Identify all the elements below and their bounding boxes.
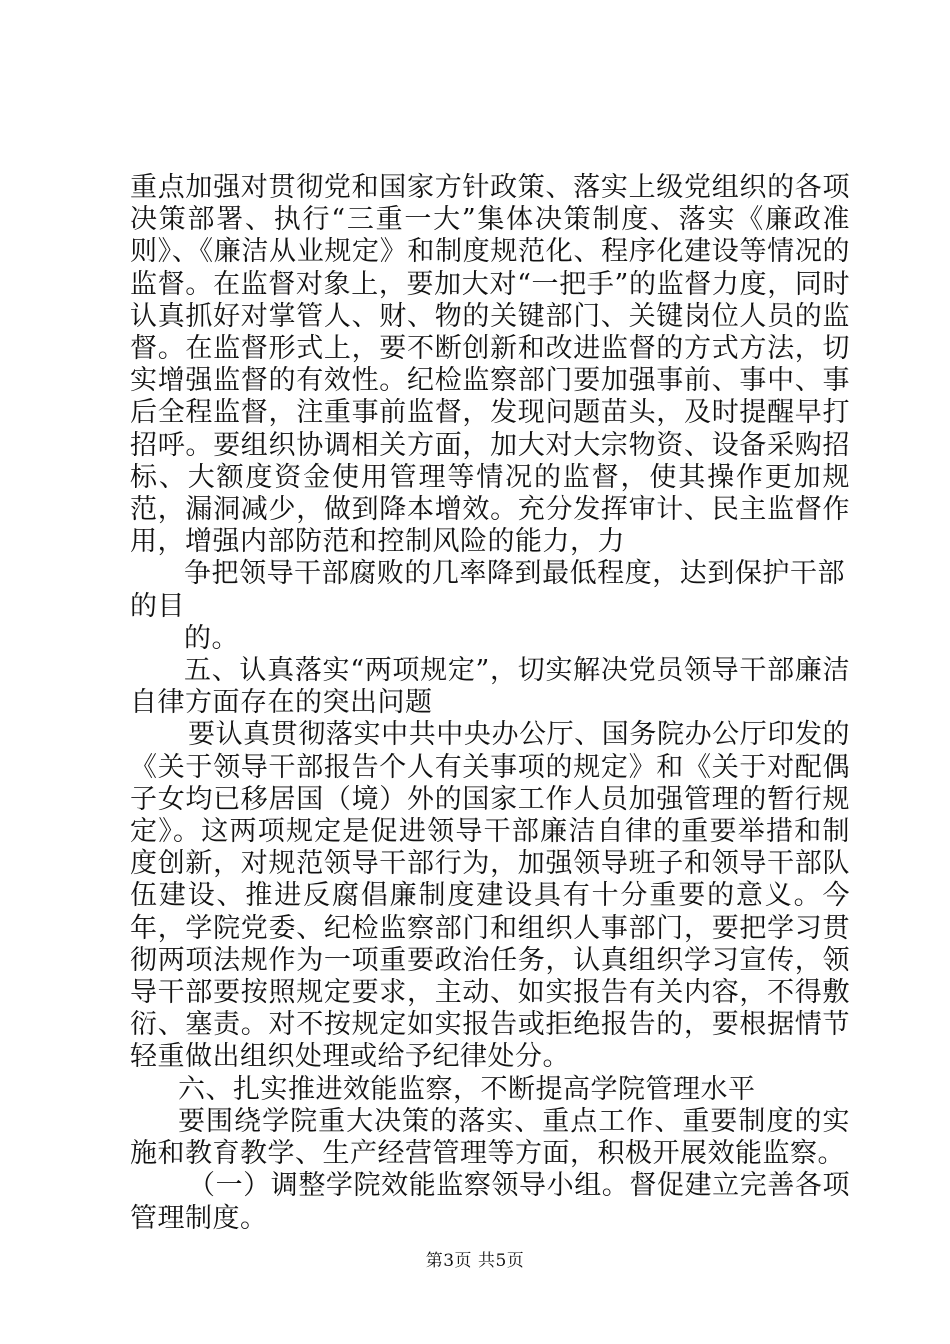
paragraph-two-regulations: 要认真贯彻落实中共中央办公厅、国务院办公厅印发的《关于领导干部报告个人有关事项的规定》和《关于对配偶子女均已移居国（境）外的国家工作人员加强管理的暂行规定》。这两项规定是促进领导干部廉洁自律的重要举措和制度创新，对规范领导干部行为，加强领导班子和领导干部队伍建设、推进反腐倡廉制度建设具有十分重要的意义。今年，学院党委、纪检监察部门和组织人事部门，要把学习贯彻两项法规作为一项重要政治任务，认真组织学习宣传，领导干部要按照规定要求，主动、如实报告有关内容，不得敷衍、塞责。对不按规定如实报告或拒绝报告的，要根据情节轻重做出组织处理或给予纪律处分。 bbox=[130, 719, 850, 1073]
paragraph-efficiency-supervision: 要围绕学院重大决策的落实、重点工作、重要制度的实施和教育教学、生产经营管理等方面，积极开展效能监察。 bbox=[130, 1105, 850, 1170]
paragraph-item-one: （一）调整学院效能监察领导小组。督促建立完善各项管理制度。 bbox=[130, 1170, 850, 1234]
paragraph-continuation-end: 的。 bbox=[184, 622, 239, 654]
document-body bbox=[130, 172, 850, 1235]
section-heading-six: 六、扎实推进效能监察，不断提高学院管理水平 bbox=[178, 1073, 756, 1105]
paragraph-supervision-focus: 重点加强对贯彻党和国家方针政策、落实上级党组织的各项决策部署、执行“三重一大”集体决策制度、落实《廉政准则》、《廉洁从业规定》和制度规范化、程序化建设等情况的监督。在监督对象上，要加大对“一把手”的监督力度，同时认真抓好对掌管人、财、物的关键部门、关键岗位人员的监督。在监督形式上，要不断创新和改进监督的方式方法，切实增强监督的有效性。纪检监察部门要加强事前、事中、事后全程监督，注重事前监督，发现问题苗头，及时提醒早打招呼。要组织协调相关方面，加大对大宗物资、设备采购招标、大额度资金使用管理等情况的监督，使其操作更加规范，漏洞减少，做到降本增效。充分发挥审计、民主监督作用，增强内部防范和控制风险的能力，力 bbox=[130, 172, 850, 558]
paragraph-continuation: 争把领导干部腐败的几率降到最低程度，达到保护干部的目 bbox=[130, 558, 845, 622]
page-footer: 第3页 共5页 bbox=[425, 1251, 525, 1271]
section-heading-five: 五、认真落实“两项规定”，切实解决党员领导干部廉洁自律方面存在的突出问题 bbox=[130, 655, 850, 719]
